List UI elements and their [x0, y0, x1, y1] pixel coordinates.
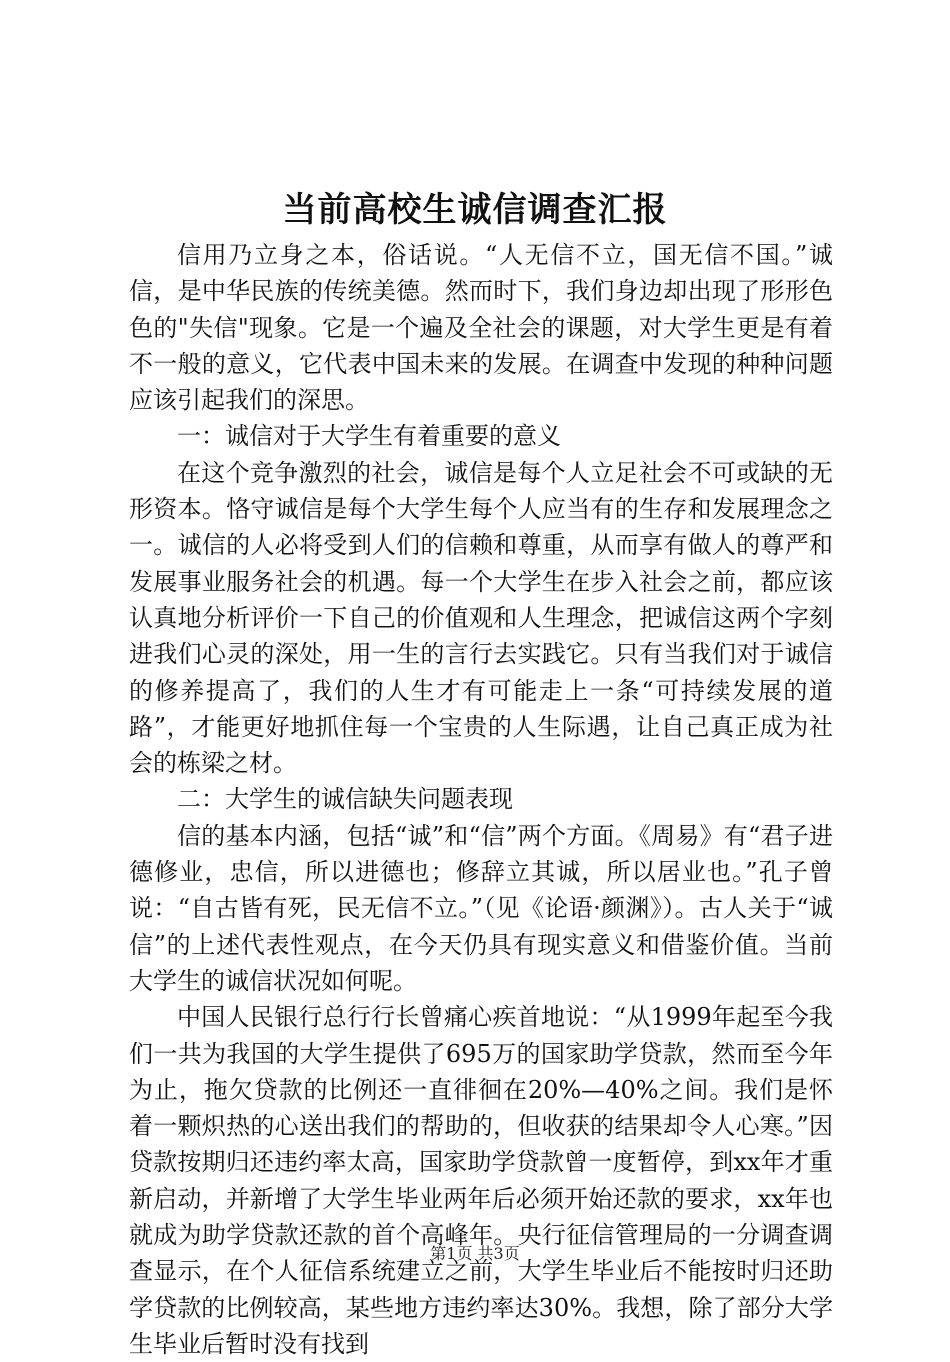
paragraph-section-2a: 信的基本内涵，包括“诚”和“信”两个方面。《周易》有“君子进德修业，忠信，所以进德也；修辞立其诚，所以居业也。”孔子曾说：“自古皆有死，民无信不立。”（见《论语·颜渊》）。古人关于“诚信”的上述代表性观点，在今天仍具有现实意义和借鉴价值。当前大学生的诚信状况如何呢。: [129, 821, 833, 995]
paragraph-intro: 信用乃立身之本，俗话说。“人无信不立，国无信不国。”诚信，是中华民族的传统美德。然而时下，我们身边却出现了形形色色的"失信"现象。它是一个遍及全社会的课题，对大学生更是有着不一般的意义，它代表中国未来的发展。在调查中发现的种种问题应该引起我们的深思。: [129, 241, 833, 415]
paragraph-section-2b: 中国人民银行总行行长曾痛心疾首地说：“从1999年起至今我们一共为我国的大学生提供了695万的国家助学贷款，然而至今年为止，拖欠贷款的比例还一直徘徊在20%—40%之间。我们是怀着一颗炽热的心送出我们的帮助的，但收获的结果却令人心寒。”因贷款按期归还违约率太高，国家助学贷款曾一度暂停，到xx年才重新启动，并新增了大学生毕业两年后必须开始还款的要求，xx年也就成为助学贷款还款的首个高峰年。央行征信管理局的一分调查调查显示，在个人征信系统建立之前，大学生毕业后不能按时归还助学贷款的比例较高，某些地方违约率达30%。我想，除了部分大学生毕业后暂时没有找到: [129, 1003, 833, 1358]
section-heading-1: 一：诚信对于大学生有着重要的意义: [177, 422, 561, 451]
document-title: 当前高校生诚信调查汇报: [282, 190, 668, 230]
paragraph-section-1: 在这个竞争激烈的社会，诚信是每个人立足社会不可或缺的无形资本。恪守诚信是每个大学生每个人应当有的生存和发展理念之一。诚信的人必将受到人们的信赖和尊重，从而享有做人的尊严和发展事业服务社会的机遇。每一个大学生在步入社会之前，都应该认真地分析评价一下自己的价值观和人生理念，把诚信这两个字刻进我们心灵的深处，用一生的言行去实践它。只有当我们对于诚信的修养提高了，我们的人生才有可能走上一条“可持续发展的道路”，才能更好地抓住每一个宝贵的人生际遇，让自己真正成为社会的栋梁之材。: [129, 458, 833, 778]
page-footer: 第1页 共3页: [430, 1244, 520, 1263]
document-body: [129, 237, 833, 1362]
section-heading-2: 二：大学生的诚信缺失问题表现: [177, 785, 513, 814]
